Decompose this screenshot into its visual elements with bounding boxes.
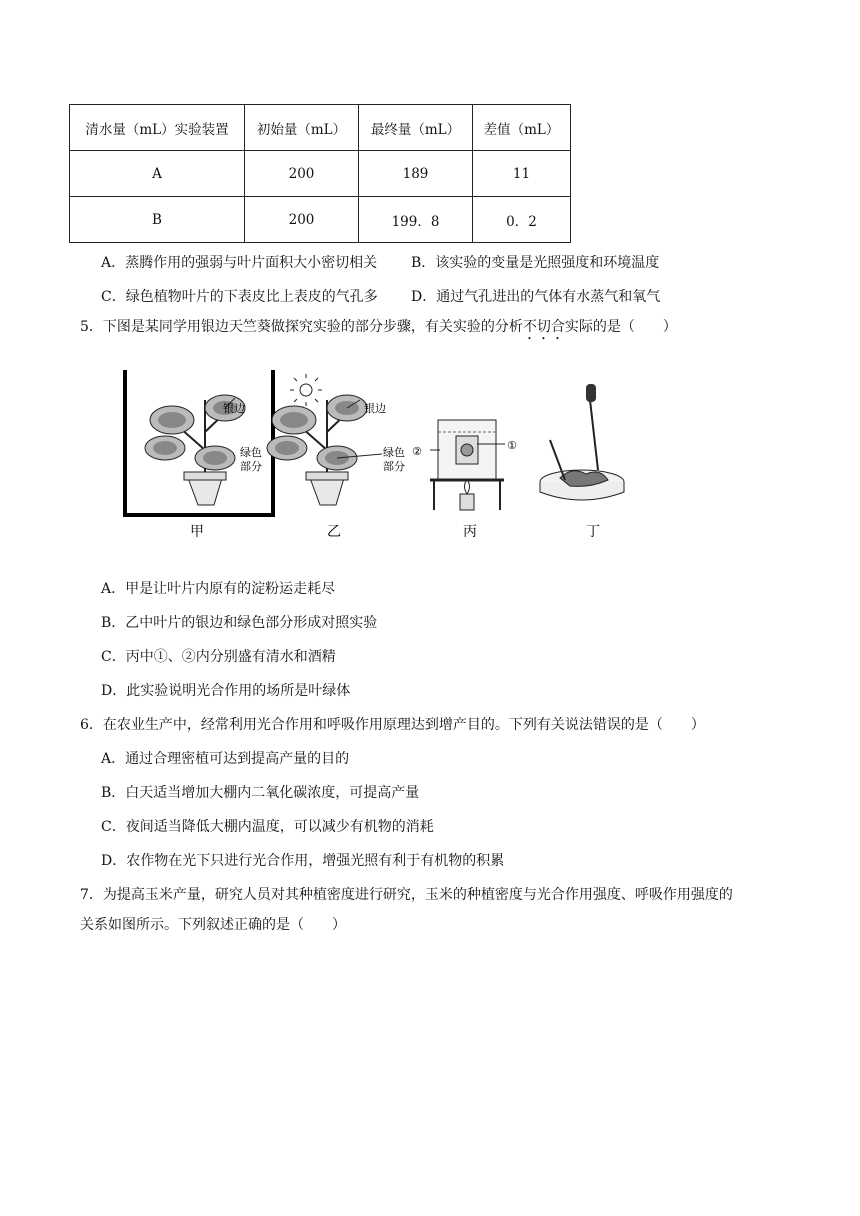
panel-jia-dark-box — [125, 370, 273, 515]
caption-bing: 丙 — [463, 524, 477, 540]
panel-bing-water-bath — [430, 420, 505, 510]
table-cell: 200 — [245, 151, 359, 197]
q7-stem-line1: 7．为提高玉米产量，研究人员对其种植密度进行研究，玉米的种植密度与光合作用强度、呼吸作用强度的 — [80, 887, 733, 903]
q6-option-a: A．通过合理密植可达到提高产量的目的 — [101, 751, 350, 767]
table-header-cell: 初始量（mL） — [245, 105, 359, 151]
table-header-row — [70, 105, 571, 151]
q4-option-b: B．该实验的变量是光照强度和环境温度 — [411, 255, 660, 271]
q6-option-b: B．白天适当增加大棚内二氧化碳浓度，可提高产量 — [101, 785, 420, 801]
table-header-cell: 最终量（mL） — [359, 105, 473, 151]
table-row — [70, 151, 571, 197]
label-green-part-1a: 绿色 — [240, 446, 262, 459]
table-cell: 11 — [473, 151, 571, 197]
q5-option-b: B．乙中叶片的银边和绿色部分形成对照实验 — [101, 615, 378, 631]
table-cell: B — [70, 197, 245, 243]
q5-option-a: A．甲是让叶片内原有的淀粉运走耗尽 — [101, 581, 336, 597]
q5-option-c: C．丙中①、②内分别盛有清水和酒精 — [101, 649, 336, 665]
q7-stem-line2: 关系如图所示。下列叙述正确的是（ ） — [80, 917, 346, 933]
label-green-part-2a: 绿色 — [383, 446, 405, 459]
q5-stem-post: 实际的是（ ） — [564, 319, 677, 335]
caption-yi: 乙 — [327, 524, 341, 540]
table-cell: 0．2 — [473, 197, 571, 243]
q5-stem-pre: 5．下图是某同学用银边天竺葵做探究实验的部分步骤，有关实验的分析 — [80, 319, 523, 335]
label-circle-1: ① — [507, 439, 517, 452]
label-circle-2: ② — [412, 445, 422, 458]
experiment-table — [69, 104, 571, 243]
q6-stem: 6．在农业生产中，经常利用光合作用和呼吸作用原理达到增产目的。下列有关说法错误的是（ ） — [80, 717, 705, 733]
q5-stem — [80, 316, 677, 343]
table-cell: 199．8 — [359, 197, 473, 243]
caption-jia: 甲 — [190, 524, 204, 540]
q6-option-c: C．夜间适当降低大棚内温度，可以减少有机物的消耗 — [101, 819, 434, 835]
sun-icon — [290, 374, 322, 406]
label-green-part-2b: 部分 — [383, 460, 405, 473]
q4-option-d: D．通过气孔进出的气体有水蒸气和氧气 — [411, 289, 661, 305]
label-silver-edge-1: 银边 — [223, 402, 245, 415]
table-row — [70, 197, 571, 243]
table-cell: A — [70, 151, 245, 197]
table-cell: 189 — [359, 151, 473, 197]
panel-ding-dropper-dish — [540, 384, 624, 500]
table-header-cell: 差值（mL） — [473, 105, 571, 151]
table-header-cell: 清水量（mL）实验装置 — [70, 105, 245, 151]
q4-option-a: A．蒸腾作用的强弱与叶片面积大小密切相关 — [101, 255, 378, 271]
label-green-part-1b: 部分 — [240, 460, 262, 473]
experiment-figure — [120, 370, 640, 550]
q5-option-d: D．此实验说明光合作用的场所是叶绿体 — [101, 683, 351, 699]
q5-stem-emphasis: 不切合 — [522, 319, 565, 335]
q4-option-c: C．绿色植物叶片的下表皮比上表皮的气孔多 — [101, 289, 378, 305]
label-silver-edge-2: 银边 — [364, 402, 386, 415]
table-cell: 200 — [245, 197, 359, 243]
q6-option-d: D．农作物在光下只进行光合作用，增强光照有利于有机物的积累 — [101, 853, 505, 869]
caption-ding: 丁 — [586, 524, 600, 540]
